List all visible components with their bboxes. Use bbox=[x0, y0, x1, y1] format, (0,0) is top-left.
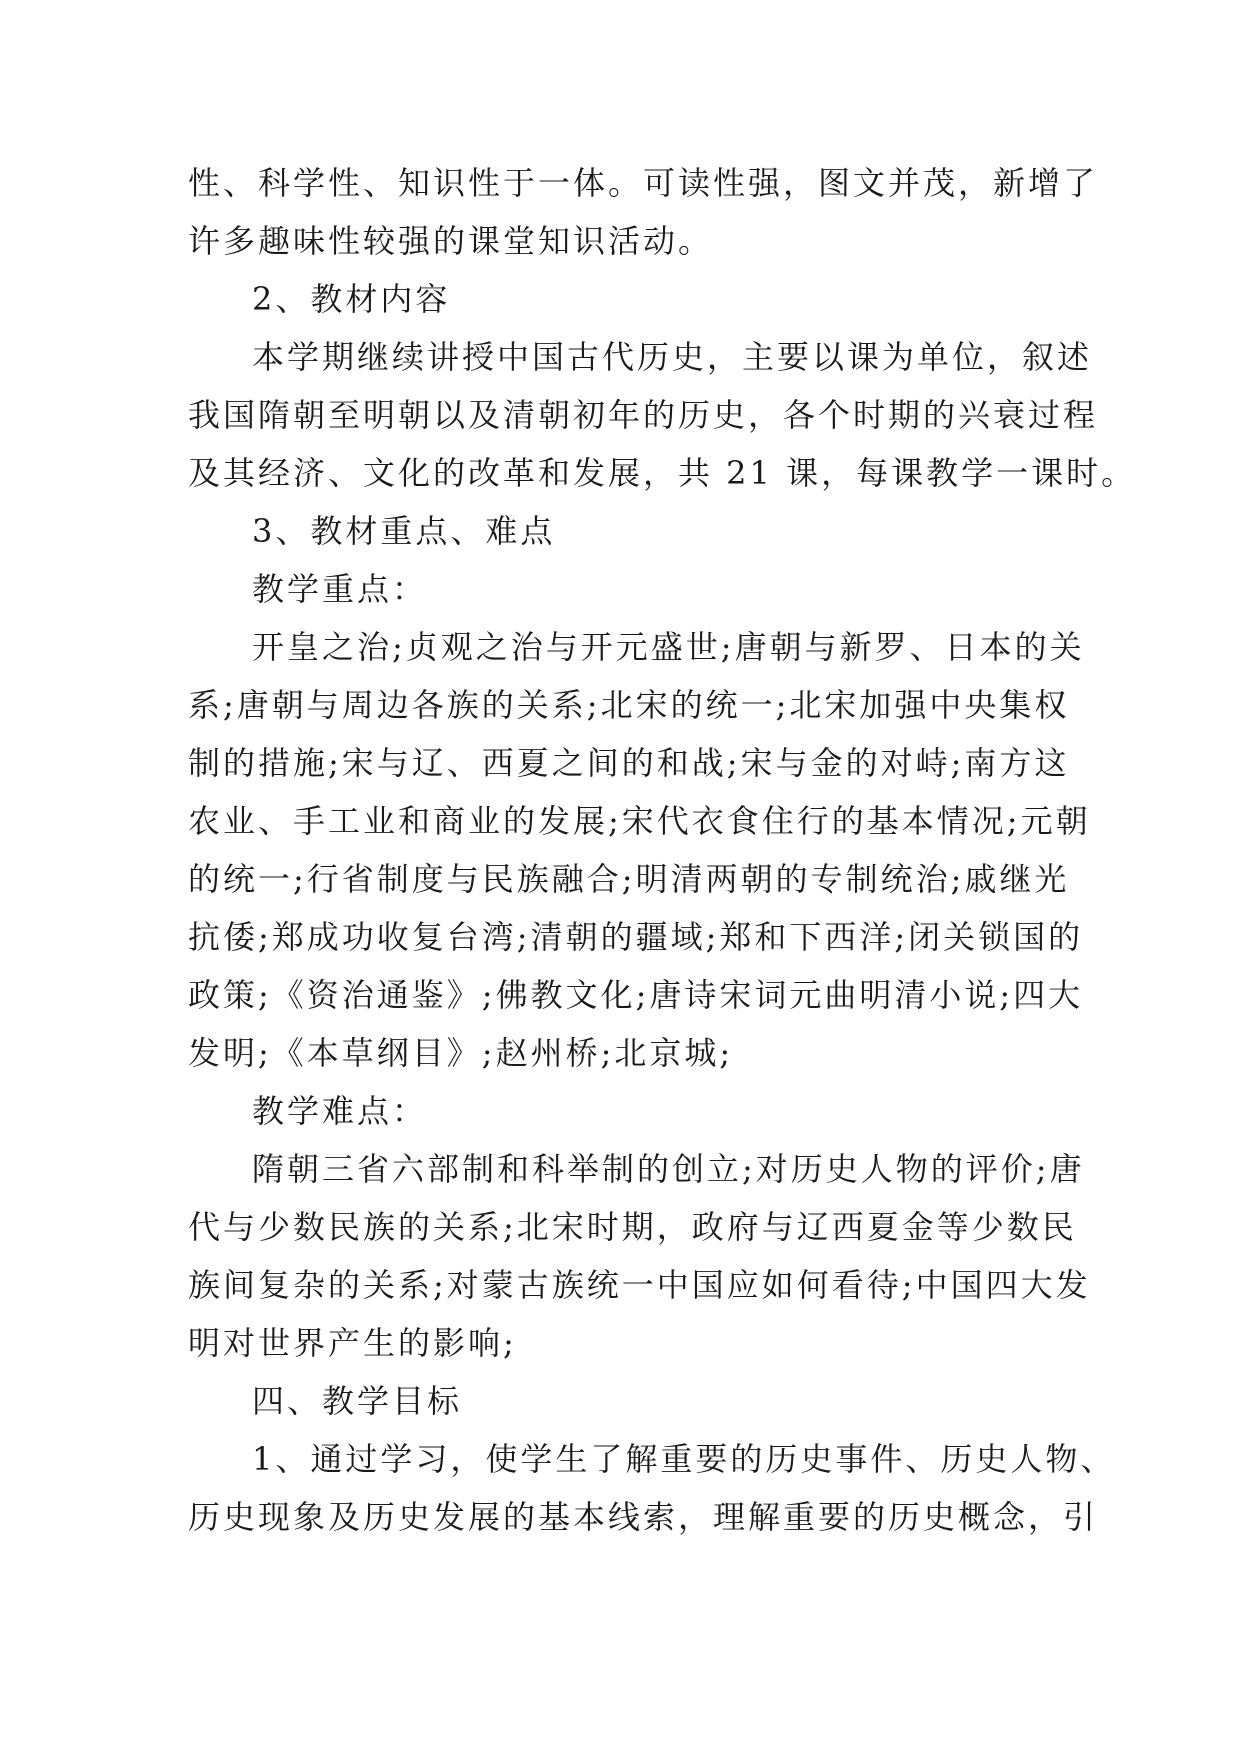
text-line: 本学期继续讲授中国古代历史，主要以课为单位，叙述 bbox=[252, 338, 1093, 376]
section-heading: 2、教材内容 bbox=[252, 280, 451, 318]
text-line: 代与少数民族的关系;北宋时期，政府与辽西夏金等少数民 bbox=[188, 1208, 1077, 1246]
text-line: 抗倭;郑成功收复台湾;清朝的疆域;郑和下西洋;闭关锁国的 bbox=[188, 918, 1084, 956]
text-line: 系;唐朝与周边各族的关系;北宋的统一;北宋加强中央集权 bbox=[188, 686, 1070, 724]
document-body bbox=[188, 154, 1137, 1546]
text-line: 农业、手工业和商业的发展;宋代衣食住行的基本情况;元朝 bbox=[188, 802, 1091, 840]
section-heading: 3、教材重点、难点 bbox=[252, 512, 556, 550]
text-line: 开皇之治;贞观之治与开元盛世;唐朝与新罗、日本的关 bbox=[252, 628, 1085, 666]
text-line: 政策;《资治通鉴》;佛教文化;唐诗宋词元曲明清小说;四大 bbox=[188, 976, 1084, 1014]
text-line: 1、通过学习，使学生了解重要的历史事件、历史人物、 bbox=[252, 1440, 1116, 1478]
subheading: 教学重点： bbox=[252, 570, 428, 608]
text-line: 明对世界产生的影响; bbox=[188, 1324, 517, 1362]
text-line: 发明;《本草纲目》;赵州桥;北京城; bbox=[188, 1034, 734, 1072]
section-heading: 四、教学目标 bbox=[252, 1382, 463, 1420]
text-line: 我国隋朝至明朝以及清朝初年的历史，各个时期的兴衰过程 bbox=[188, 396, 1099, 434]
subheading: 教学难点： bbox=[252, 1092, 428, 1130]
text-line: 制的措施;宋与辽、西夏之间的和战;宋与金的对峙;南方这 bbox=[188, 744, 1070, 782]
text-line: 性、科学性、知识性于一体。可读性强，图文并茂，新增了 bbox=[188, 164, 1099, 202]
text-line: 历史现象及历史发展的基本线索，理解重要的历史概念，引 bbox=[188, 1498, 1099, 1536]
text-line: 及其经济、文化的改革和发展，共 21 课，每课教学一课时。 bbox=[188, 454, 1137, 492]
text-line: 族间复杂的关系;对蒙古族统一中国应如何看待;中国四大发 bbox=[188, 1266, 1091, 1304]
text-line: 许多趣味性较强的课堂知识活动。 bbox=[188, 222, 714, 260]
text-line: 的统一;行省制度与民族融合;明清两朝的专制统治;戚继光 bbox=[188, 860, 1070, 898]
text-line: 隋朝三省六部制和科举制的创立;对历史人物的评价;唐 bbox=[252, 1150, 1085, 1188]
